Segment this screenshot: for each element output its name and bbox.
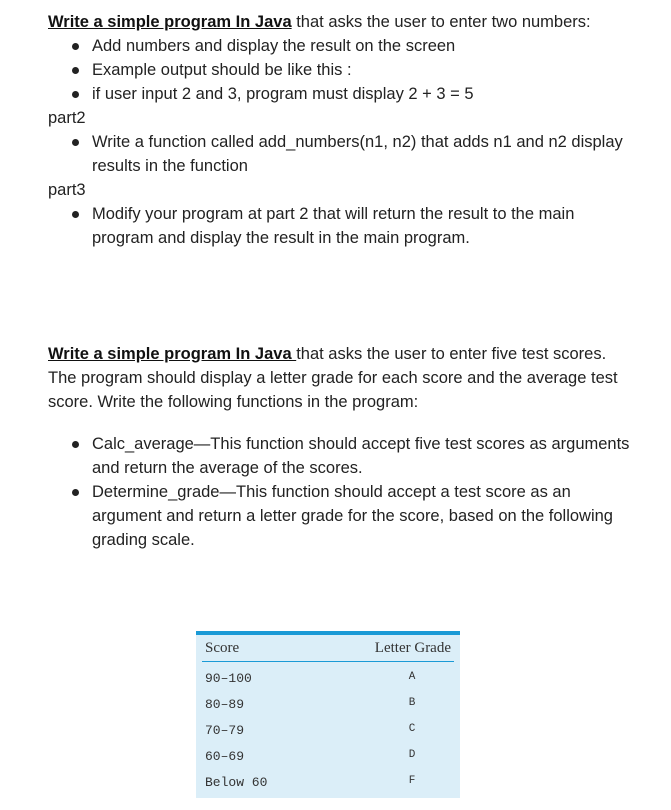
section-2-intro <box>48 342 638 414</box>
table-row <box>202 743 454 769</box>
score-cell: 90–100 <box>205 671 252 686</box>
table-row <box>202 691 454 717</box>
section-1-intro <box>48 10 638 34</box>
section-2-intro-text: that asks the user to enter five test scores. The program should display a letter grade for each score and the average test score. Write the following functions in the program: <box>48 345 618 411</box>
section-2-bullets <box>48 432 638 552</box>
bullet-icon <box>72 43 79 50</box>
section-1-lead: Write a simple program In Java <box>48 13 292 31</box>
table-row <box>202 717 454 743</box>
section-1-intro-text: that asks the user to enter two numbers: <box>291 13 591 31</box>
bullet-icon <box>72 139 79 146</box>
score-cell: 70–79 <box>205 723 245 738</box>
list-item: Write a function called add_numbers(n1, n2) that adds n1 and n2 display results in the function <box>48 130 638 178</box>
bullet-icon <box>72 211 79 218</box>
grade-cell: B <box>408 697 416 709</box>
part2-label: part2 <box>48 109 86 127</box>
grading-table-header <box>202 635 454 662</box>
list-item: if user input 2 and 3, program must display 2 + 3 = 5 <box>48 82 638 106</box>
section-2-lead: Write a simple program In Java <box>48 345 297 363</box>
section-1-bullets <box>48 34 638 106</box>
grade-cell: D <box>408 749 416 761</box>
score-cell: 80–89 <box>205 697 245 712</box>
list-item: Calc_average—This function should accept five test scores as arguments and return the average of the scores. <box>48 432 638 480</box>
score-cell: Below 60 <box>205 775 268 790</box>
score-cell: 60–69 <box>205 749 245 764</box>
bullet-icon <box>72 67 79 74</box>
list-item: Add numbers and display the result on the screen <box>48 34 638 58</box>
bullet-icon <box>72 489 79 496</box>
list-item: Modify your program at part 2 that will return the result to the main program and display the result in the main program. <box>48 202 638 250</box>
grade-cell: C <box>408 723 416 735</box>
bullet-icon <box>72 441 79 448</box>
grade-cell: F <box>408 775 416 787</box>
grading-table <box>196 631 460 798</box>
header-letter-grade: Letter Grade <box>374 640 451 656</box>
part3-bullets <box>48 202 638 250</box>
part2-bullets <box>48 130 638 178</box>
part3-label: part3 <box>48 181 86 199</box>
list-item: Determine_grade—This function should accept a test score as an argument and return a letter grade for the score, based on the following grading scale. <box>48 480 638 552</box>
header-score: Score <box>205 640 240 656</box>
bullet-icon <box>72 91 79 98</box>
list-item: Example output should be like this : <box>48 58 638 82</box>
table-row <box>202 769 454 795</box>
table-row <box>202 665 454 691</box>
section-1 <box>48 10 638 250</box>
grade-cell: A <box>408 671 416 683</box>
